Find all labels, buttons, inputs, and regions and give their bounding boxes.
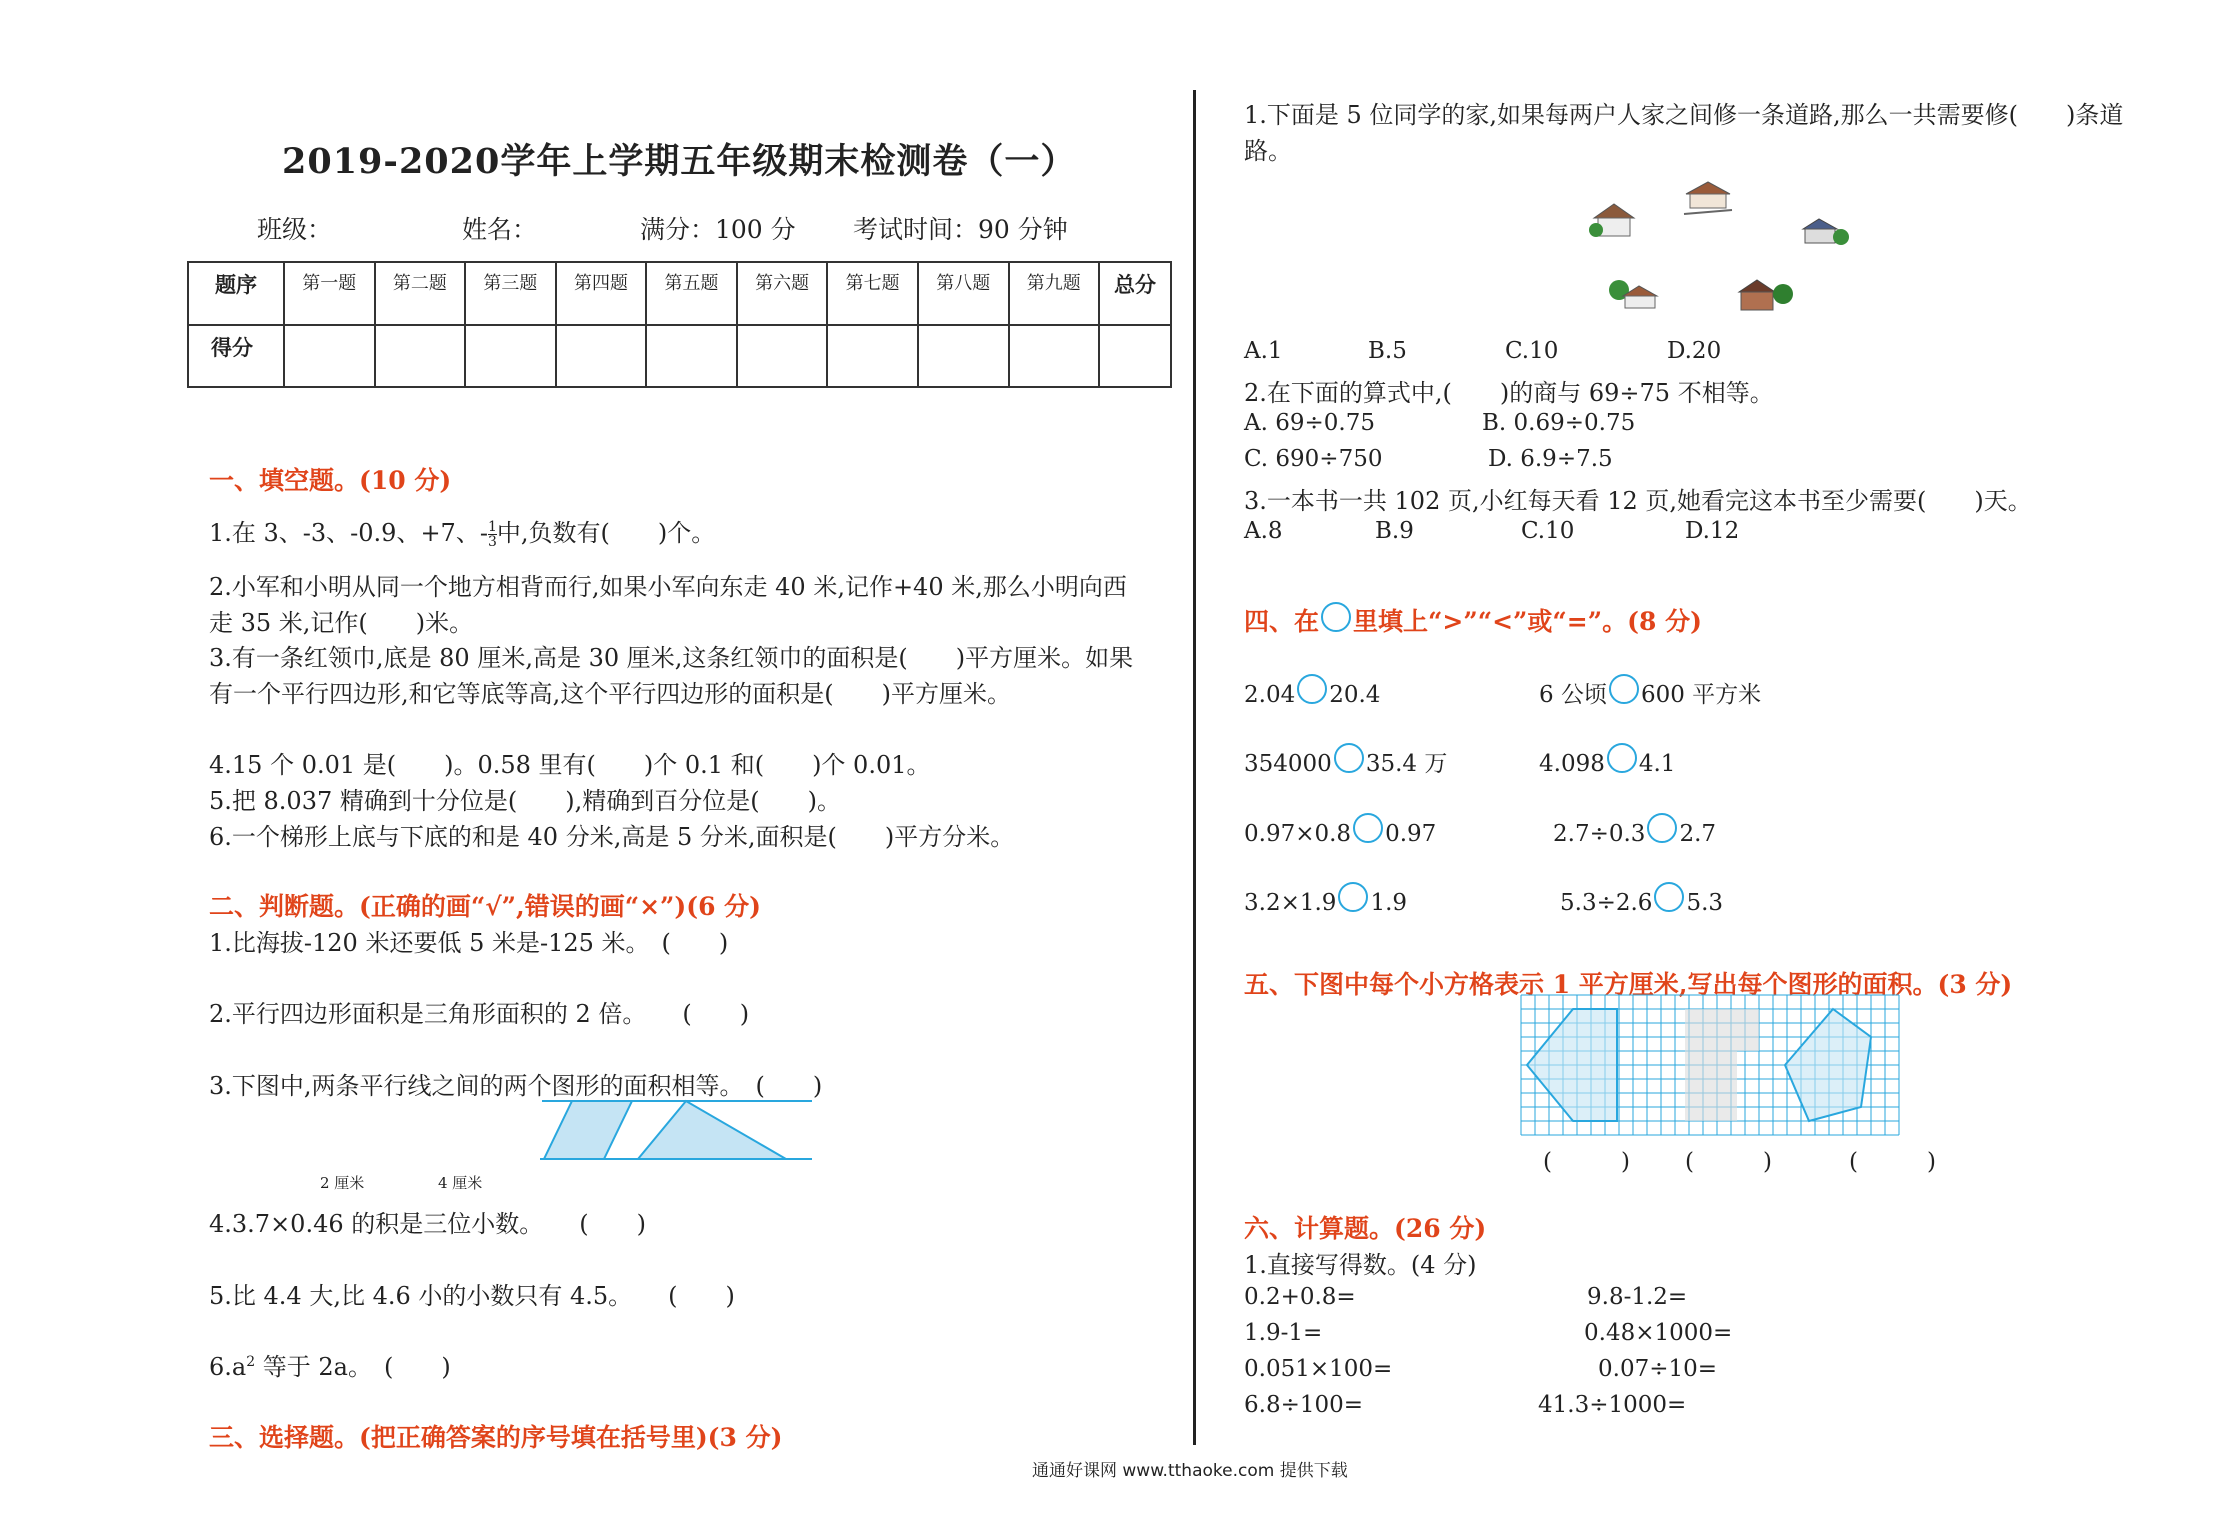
score-header-cell: 第二题: [375, 262, 466, 325]
compare-right: 35.4 万: [1365, 751, 1448, 777]
compare-item: [1553, 813, 1716, 847]
s2-q2: 2.平行四边形面积是三角形面积的 2 倍。 ( ): [209, 1000, 750, 1028]
compare-left: 5.3÷2.6: [1560, 890, 1653, 916]
score-header-cell: 第三题: [465, 262, 556, 325]
score-cell[interactable]: [646, 325, 737, 388]
s3-q1-option-d: D.20: [1667, 338, 1722, 364]
score-cell[interactable]: [827, 325, 918, 388]
calc-item: 9.8-1.2=: [1587, 1284, 1688, 1310]
compare-left: 0.97×0.8: [1244, 821, 1352, 847]
compare-circle[interactable]: [1338, 882, 1368, 912]
circle-icon: [1321, 602, 1351, 632]
house-icon: [1795, 213, 1851, 249]
compare-left: 2.04: [1244, 682, 1296, 708]
grid-shape-3: [1785, 1009, 1871, 1121]
score-cell[interactable]: [1009, 325, 1100, 388]
s1-q6: 6.一个梯形上底与下底的和是 40 分米,高是 5 分米,面积是( )平方分米。: [209, 823, 1015, 851]
score-table: [187, 261, 1172, 388]
score-cell[interactable]: [737, 325, 828, 388]
compare-right: 20.4: [1329, 682, 1381, 708]
house-icon: [1590, 200, 1640, 240]
calc-item: 0.2+0.8=: [1244, 1284, 1356, 1310]
compare-right: 1.9: [1370, 890, 1408, 916]
compare-left: 2.7÷0.3: [1553, 821, 1646, 847]
house-icon: [1605, 276, 1665, 312]
label-4cm: 4 厘米: [438, 1174, 483, 1192]
score-cell[interactable]: [556, 325, 647, 388]
s2-q4: 4.3.7×0.46 的积是三位小数。 ( ): [209, 1210, 646, 1238]
compare-circle[interactable]: [1647, 813, 1677, 843]
score-header-cell: 第六题: [737, 262, 828, 325]
house-tree: [1773, 284, 1793, 304]
compare-right: 0.97: [1385, 821, 1437, 847]
score-cell[interactable]: [1099, 325, 1171, 388]
label-2cm: 2 厘米: [320, 1174, 365, 1192]
fraction-numerator: 1: [487, 519, 497, 535]
s3-q3-option-d: D.12: [1685, 518, 1740, 544]
page-title: 2019-2020学年上学期五年级期末检测卷（一）: [282, 141, 1077, 182]
s3-q1-option-c: C.10: [1505, 338, 1559, 364]
house-wall: [1625, 296, 1655, 308]
compare-circle[interactable]: [1353, 813, 1383, 843]
s3-q2: 2.在下面的算式中,( )的商与 69÷75 不相等。: [1244, 379, 1774, 407]
score-table-score-row: [188, 325, 1171, 388]
grid-shape-1: [1527, 1009, 1617, 1121]
s1-q1-before: 1.在 3、-3、-0.9、+7、-: [209, 519, 488, 547]
compare-circle[interactable]: [1654, 882, 1684, 912]
house-wall: [1741, 292, 1773, 310]
house-roof: [1739, 280, 1775, 292]
calc-item: 0.48×1000=: [1584, 1320, 1733, 1346]
score-header-cell: 第五题: [646, 262, 737, 325]
s4-title-a: 四、在: [1244, 607, 1320, 636]
house-icon: [1735, 276, 1795, 316]
s3-q2-option-d: D. 6.9÷7.5: [1488, 446, 1613, 472]
compare-item: [1539, 674, 1761, 709]
s1-q2-line1: 2.小军和小明从同一个地方相背而行,如果小军向东走 40 米,记作+40 米,那么小明向西: [209, 573, 1127, 601]
column-divider: [1193, 90, 1196, 1445]
house-wall: [1598, 218, 1630, 236]
s1-q2-line2: 走 35 米,记作( )米。: [209, 609, 474, 637]
house-icon: [1680, 178, 1736, 220]
s2-q5: 5.比 4.4 大,比 4.6 小的小数只有 4.5。 ( ): [209, 1282, 735, 1310]
s1-q3-line1: 3.有一条红领巾,底是 80 厘米,高是 30 厘米,这条红领巾的面积是( )平方厘米。如果: [209, 644, 1134, 672]
s1-q1: [209, 513, 715, 549]
compare-item: [1539, 743, 1675, 777]
compare-circle[interactable]: [1334, 743, 1364, 773]
class-label: 班级：: [257, 215, 333, 244]
compare-right: 4.1: [1638, 751, 1676, 777]
score-header-cell: 第八题: [918, 262, 1009, 325]
calc-item: 6.8÷100=: [1244, 1392, 1364, 1418]
s3-q1-option-a: A.1: [1244, 338, 1283, 364]
house-tree: [1589, 223, 1603, 237]
section2-title: 二、判断题。(正确的画“√”,错误的画“×”)(6 分): [209, 892, 762, 921]
s2-q1: 1.比海拔-120 米还要低 5 米是-125 米。 ( ): [209, 929, 729, 957]
triangle-shape: [638, 1101, 786, 1159]
s1-q1-after: 中,负数有( )个。: [496, 519, 716, 547]
compare-left: 6 公顷: [1539, 682, 1607, 708]
score-header-cell: 第九题: [1009, 262, 1100, 325]
s1-q4: 4.15 个 0.01 是( )。0.58 里有( )个 0.1 和( )个 0.01。: [209, 751, 931, 779]
exam-time: 考试时间：90 分钟: [853, 215, 1068, 244]
section3-title: 三、选择题。(把正确答案的序号填在括号里)(3 分): [209, 1423, 783, 1452]
compare-left: 3.2×1.9: [1244, 890, 1337, 916]
s3-q2-option-c: C. 690÷750: [1244, 446, 1383, 472]
compare-left: 4.098: [1539, 751, 1605, 777]
score-cell[interactable]: [465, 325, 556, 388]
fraction: [488, 520, 497, 549]
name-label: 姓名：: [462, 215, 538, 244]
house-roof: [1594, 204, 1634, 218]
s4-title-b: 里填上“>”“<”或“=”。(8 分): [1353, 607, 1702, 636]
house-roof: [1803, 219, 1837, 229]
parallel-lines-figure: [540, 1095, 820, 1165]
compare-right: 600 平方米: [1640, 682, 1762, 708]
s3-q3: 3.一本书一共 102 页,小红每天看 12 页,她看完这本书至少需要( )天。: [1244, 487, 2032, 515]
score-header-cell: 第四题: [556, 262, 647, 325]
fraction-denominator: 3: [487, 534, 497, 550]
s2-q6: [209, 1347, 451, 1382]
s5-answer-1[interactable]: ( ): [1543, 1149, 1630, 1175]
compare-item: [1244, 674, 1380, 708]
calc-item: 1.9-1=: [1244, 1320, 1323, 1346]
s3-q3-option-b: B.9: [1375, 518, 1414, 544]
score-header-cell: 总分: [1099, 262, 1171, 325]
compare-circle[interactable]: [1607, 743, 1637, 773]
s2-q6-sup: 2: [246, 1354, 256, 1370]
s2-q6-b: 等于 2a。 ( ): [255, 1353, 451, 1381]
compare-item: [1244, 882, 1407, 916]
house-wall: [1805, 229, 1835, 243]
section6-title: 六、计算题。(26 分): [1244, 1214, 1487, 1243]
section4-title: [1244, 602, 1702, 638]
house-ground: [1684, 210, 1732, 214]
house-tree: [1833, 229, 1849, 245]
calc-item: 41.3÷1000=: [1538, 1392, 1687, 1418]
house-wall: [1690, 194, 1726, 208]
section5-title: 五、下图中每个小方格表示 1 平方厘米,写出每个图形的面积。(3 分): [1244, 970, 2013, 999]
section1-title: 一、填空题。(10 分): [209, 466, 452, 495]
compare-item: [1244, 813, 1436, 847]
house-roof: [1686, 182, 1730, 194]
compare-left: 354000: [1244, 751, 1332, 777]
compare-item: [1560, 882, 1723, 916]
s6-sub1: 1.直接写得数。(4 分): [1244, 1251, 1477, 1279]
s3-q1-line2: 路。: [1244, 137, 1292, 165]
s3-q2-option-b: B. 0.69÷0.75: [1482, 410, 1636, 436]
score-cell[interactable]: [375, 325, 466, 388]
score-row-label: 得分: [188, 325, 284, 388]
s5-answer-3[interactable]: ( ): [1849, 1149, 1936, 1175]
grid-figure: [1519, 995, 1909, 1135]
s2-q3: 3.下图中,两条平行线之间的两个图形的面积相等。 ( ): [209, 1072, 823, 1100]
score-header-cell: 题序: [188, 262, 284, 325]
footer: 通通好课网 www.tthaoke.com 提供下载: [1032, 1461, 1348, 1481]
score-header-cell: 第七题: [827, 262, 918, 325]
s1-q5: 5.把 8.037 精确到十分位是( ),精确到百分位是( )。: [209, 787, 841, 815]
s3-q3-option-c: C.10: [1521, 518, 1575, 544]
calc-item: 0.07÷10=: [1598, 1356, 1718, 1382]
score-cell[interactable]: [284, 325, 375, 388]
compare-right: 2.7: [1679, 821, 1717, 847]
s3-q2-option-a: A. 69÷0.75: [1244, 410, 1375, 436]
compare-item: [1244, 743, 1447, 778]
score-table-header-row: [188, 262, 1171, 325]
s5-answer-2[interactable]: ( ): [1685, 1149, 1772, 1175]
s3-q1-line1: 1.下面是 5 位同学的家,如果每两户人家之间修一条道路,那么一共需要修( )条道: [1244, 101, 2124, 129]
s2-q6-a: 6.a: [209, 1353, 247, 1381]
parallelogram-shape: [544, 1101, 632, 1159]
compare-circle[interactable]: [1609, 674, 1639, 704]
s1-q3-line2: 有一个平行四边形,和它等底等高,这个平行四边形的面积是( )平方厘米。: [209, 680, 1011, 708]
compare-right: 5.3: [1686, 890, 1724, 916]
score-cell[interactable]: [918, 325, 1009, 388]
s3-q1-option-b: B.5: [1368, 338, 1407, 364]
s3-q3-option-a: A.8: [1244, 518, 1283, 544]
compare-circle[interactable]: [1297, 674, 1327, 704]
full-score: 满分：100 分: [640, 215, 796, 244]
score-header-cell: 第一题: [284, 262, 375, 325]
calc-item: 0.051×100=: [1244, 1356, 1393, 1382]
